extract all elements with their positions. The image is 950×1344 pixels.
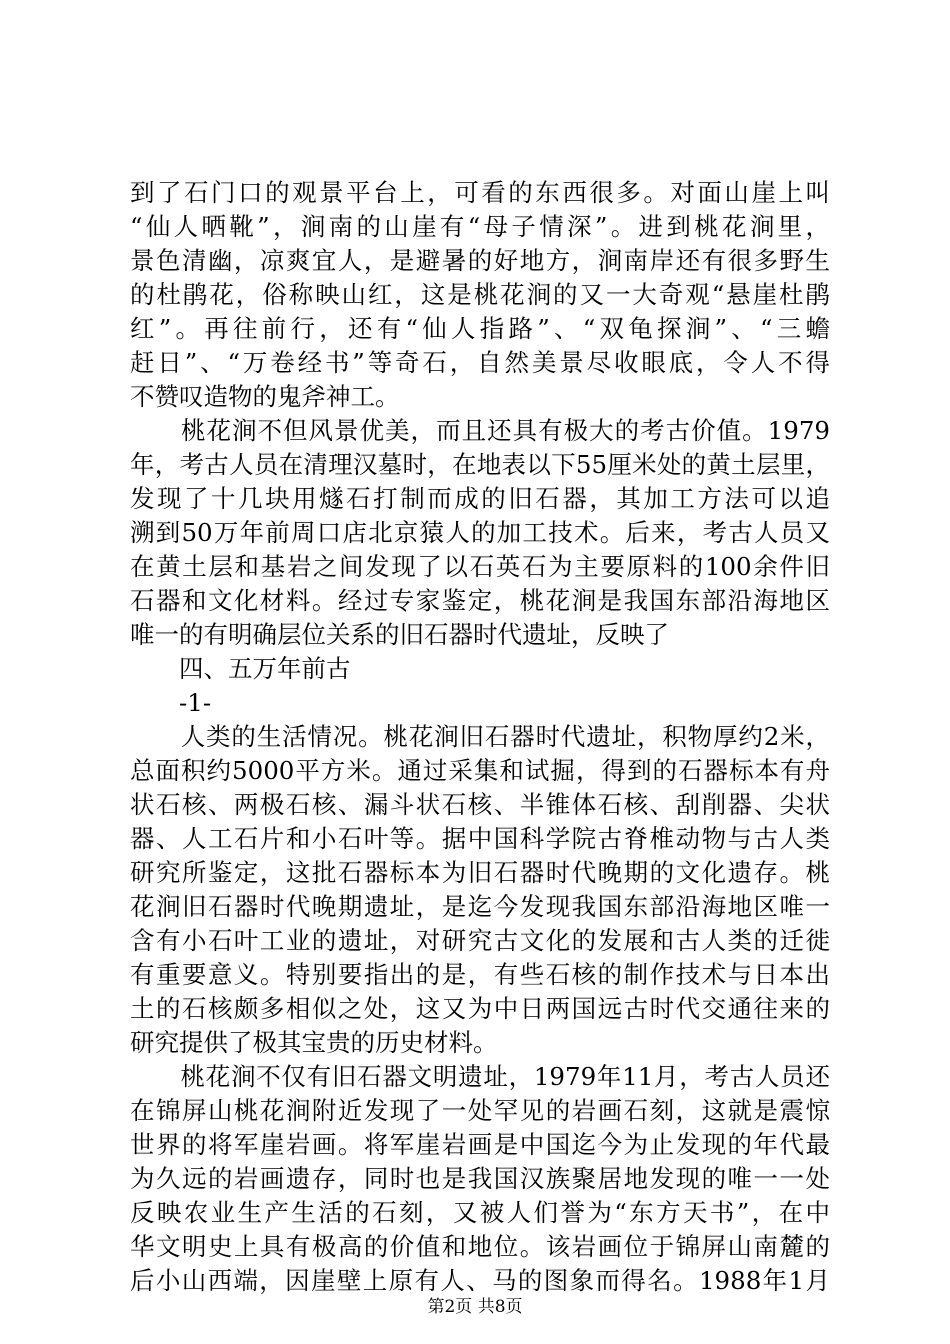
text-line: 后小山西端，因崖壁上原有人、马的图象而得名。1988年1月 <box>130 1266 830 1295</box>
text-line: “仙人晒靴”，涧南的山崖有“母子情深”。进到桃花涧里， <box>130 212 830 241</box>
text-line: 唯一的有明确层位关系的旧石器时代遗址，反映了 <box>130 620 669 649</box>
text-line: 有重要意义。特别要指出的是，有些石核的制作技术与日本出 <box>130 960 830 989</box>
text-line: 研究所鉴定，这批石器标本为旧石器时代晚期的文化遗存。桃 <box>130 858 830 887</box>
text-line: 四、五万年前古 <box>130 654 351 683</box>
text-line: 景色清幽，凉爽宜人，是避暑的好地方，涧南岸还有很多野生 <box>130 246 830 275</box>
text-line: 桃花涧不但风景优美，而且还具有极大的考古价值。1979 <box>130 416 830 445</box>
page-marker: -1- <box>130 688 212 717</box>
text-line: 反映农业生产生活的石刻，又被人们誉为“东方天书”，在中 <box>130 1198 830 1227</box>
text-line: 的杜鹃花，俗称映山红，这是桃花涧的又一大奇观“悬崖杜鹃 <box>130 280 830 309</box>
text-line: 人类的生活情况。桃花涧旧石器时代遗址，积物厚约2米， <box>130 722 830 751</box>
text-line: 到了石门口的观景平台上，可看的东西很多。对面山崖上叫 <box>130 178 830 207</box>
text-line: 石器和文化材料。经过专家鉴定，桃花涧是我国东部沿海地区 <box>130 586 830 615</box>
text-line: 赶日”、“万卷经书”等奇石，自然美景尽收眼底，令人不得 <box>130 348 830 377</box>
text-line: 土的石核颇多相似之处，这又为中日两国远古时代交通往来的 <box>130 994 830 1023</box>
text-line: 总面积约5000平方米。通过采集和试掘，得到的石器标本有舟 <box>130 756 830 785</box>
text-line: 年，考古人员在清理汉墓时，在地表以下55厘米处的黄土层里， <box>130 450 830 479</box>
text-line: 在黄土层和基岩之间发现了以石英石为主要原料的100余件旧 <box>130 552 830 581</box>
text-line: 器、人工石片和小石叶等。据中国科学院古脊椎动物与古人类 <box>130 824 830 853</box>
text-line: 世界的将军崖岩画。将军崖岩画是中国迄今为止发现的年代最 <box>130 1130 830 1159</box>
text-line: 溯到50万年前周口店北京猿人的加工技术。后来，考古人员又 <box>130 518 830 547</box>
text-line: 含有小石叶工业的遗址，对研究古文化的发展和古人类的迁徙 <box>130 926 830 955</box>
text-line: 在锦屏山桃花涧附近发现了一处罕见的岩画石刻，这就是震惊 <box>130 1096 830 1125</box>
text-line: 发现了十几块用燧石打制而成的旧石器，其加工方法可以追 <box>130 484 830 513</box>
text-line: 状石核、两极石核、漏斗状石核、半锥体石核、刮削器、尖状 <box>130 790 830 819</box>
text-line: 华文明史上具有极高的价值和地位。该岩画位于锦屏山南麓的 <box>130 1232 830 1261</box>
text-line: 红”。再往前行，还有“仙人指路”、“双龟探涧”、“三蟾 <box>130 314 830 343</box>
text-line: 研究提供了极其宝贵的历史材料。 <box>130 1028 498 1057</box>
text-line: 花涧旧石器时代晚期遗址，是迄今发现我国东部沿海地区唯一 <box>130 892 830 921</box>
page-footer: 第2页 共8页 <box>427 1297 523 1317</box>
text-line: 不赞叹造物的鬼斧神工。 <box>130 382 400 411</box>
text-line: 为久远的岩画遗存，同时也是我国汉族聚居地发现的唯一一处 <box>130 1164 830 1193</box>
text-line: 桃花涧不仅有旧石器文明遗址，1979年11月，考古人员还 <box>130 1062 830 1091</box>
